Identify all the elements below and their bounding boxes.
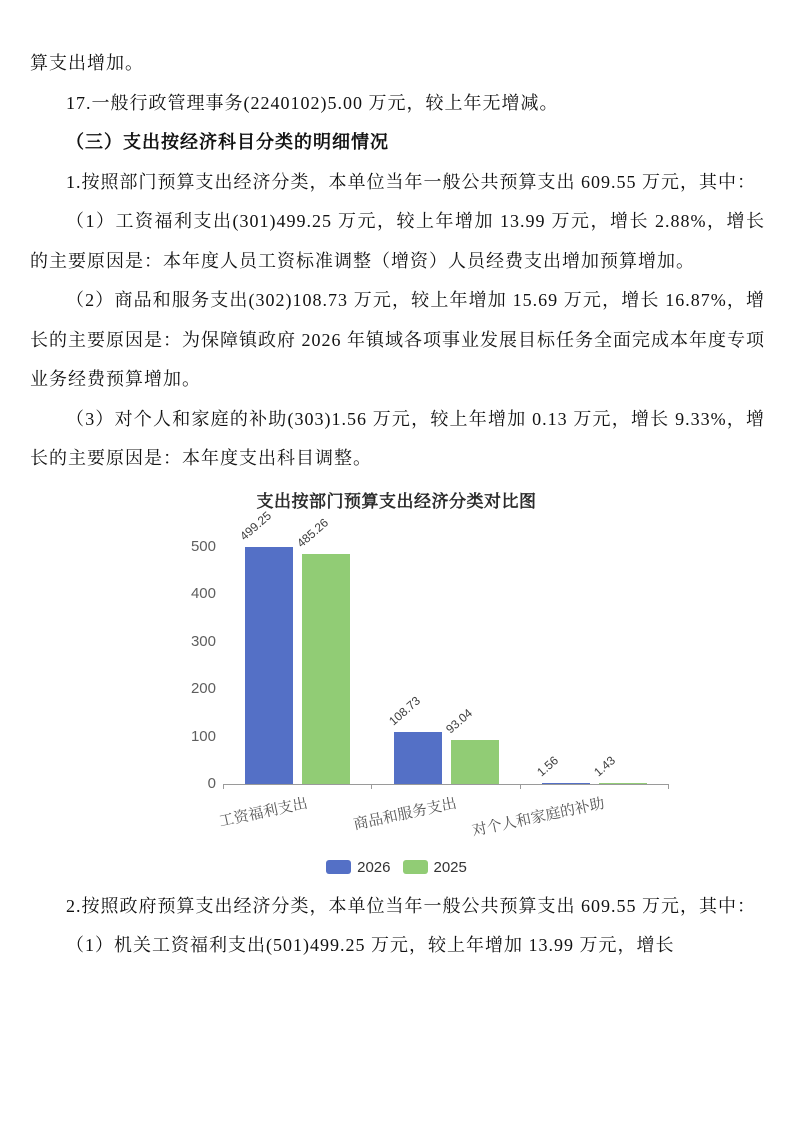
bar-value-label-2025-对个人和家庭的补助: 1.43 [591,752,618,779]
y-axis-tick-label: 100 [190,727,216,745]
bar-2026-商品和服务支出 [394,732,442,784]
document-body-top [0,0,793,479]
bar-value-label-2025-工资福利支出: 485.26 [294,515,332,550]
paragraph: 17.一般行政管理事务(2240102)5.00 万元，较上年无增减。 [66,92,559,113]
chart-legend [0,859,793,876]
paragraph: 1.按照部门预算支出经济分类，本单位当年一般公共预算支出 609.55 万元，其中： [66,171,756,192]
bar-2025-商品和服务支出 [451,740,499,784]
expenditure-comparison-chart [0,483,793,887]
y-axis-tick-label: 400 [190,584,216,602]
bar-value-label-2025-商品和服务支出: 93.04 [443,705,476,736]
x-axis-tick [668,784,669,789]
section-heading: （三）支出按经济科目分类的明细情况 [66,132,389,152]
x-axis-category-label: 商品和服务支出 [351,794,459,833]
bar-2025-对个人和家庭的补助 [599,783,647,784]
paragraph: （2）商品和服务支出(302)108.73 万元，较上年增加 15.69 万元，增长 16.87%，增长的主要原因是：为保障镇政府 2026 年镇域各项事业发展目标任务全面完成本年度专项业务经费预算增加。 [30,290,765,389]
paragraph: （1）机关工资福利支出(501)499.25 万元，较上年增加 13.99 万元，增长 [66,935,675,955]
bar-value-label-2026-商品和服务支出: 108.73 [386,693,424,728]
x-axis-category-label: 对个人和家庭的补助 [470,794,607,840]
bar-value-label-2026-工资福利支出: 499.25 [237,508,275,543]
x-axis-tick [371,784,372,789]
paragraph: 2.按照政府预算支出经济分类，本单位当年一般公共预算支出 609.55 万元，其中： [66,895,756,916]
legend-swatch-2025 [403,860,428,874]
paragraph: 算支出增加。 [30,53,144,73]
x-axis-tick [223,784,224,789]
document-body-bottom [0,887,793,966]
y-axis-tick-label: 0 [207,774,216,792]
x-axis-line [223,784,668,785]
legend-swatch-2026 [326,860,351,874]
bar-2026-工资福利支出 [245,547,293,784]
bar-2025-工资福利支出 [302,554,350,784]
y-axis-tick-label: 500 [190,537,216,555]
x-axis-tick [520,784,521,789]
bar-2026-对个人和家庭的补助 [542,783,590,784]
legend-label-2026: 2026 [357,858,391,876]
y-axis-tick-label: 200 [190,679,216,697]
x-axis-category-label: 工资福利支出 [217,794,310,830]
bar-value-label-2026-对个人和家庭的补助: 1.56 [534,752,561,779]
y-axis-tick-label: 300 [190,632,216,650]
legend-label-2025: 2025 [433,858,467,876]
chart-title: 支出按部门预算支出经济分类对比图 [256,491,537,511]
paragraph: （1）工资福利支出(301)499.25 万元，较上年增加 13.99 万元，增长 2.88%，增长的主要原因是：本年度人员工资标准调整（增资）人员经费支出增加预算增加。 [30,211,765,271]
legend-item-2025 [403,859,467,876]
paragraph: （3）对个人和家庭的补助(303)1.56 万元，较上年增加 0.13 万元，增长 9.33%，增长的主要原因是：本年度支出科目调整。 [30,408,765,468]
legend-item-2026 [326,859,390,876]
